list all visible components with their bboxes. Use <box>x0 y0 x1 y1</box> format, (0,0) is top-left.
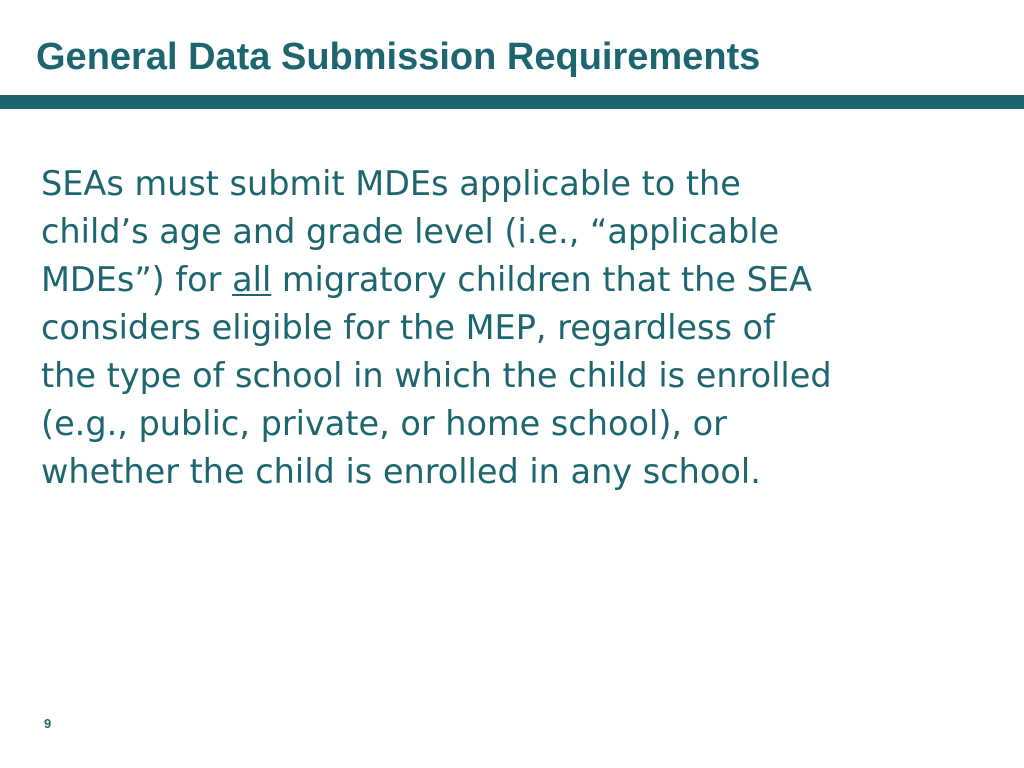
page-number: 9 <box>44 716 52 731</box>
body-line-3-lead: MDEs”) for <box>41 260 233 299</box>
emphasis-all: all <box>232 260 272 299</box>
body-line-6: (e.g., public, private, or home school), or <box>41 404 727 443</box>
body-line-4: considers eligible for the MEP, regardless of <box>41 308 775 347</box>
body-line-3-tail: migratory children that the SEA <box>271 260 813 299</box>
title-divider <box>0 95 1024 109</box>
slide-title: General Data Submission Requirements <box>36 36 761 78</box>
body-line-2: child’s age and grade level (i.e., “applicable <box>41 212 780 251</box>
body-line-7: whether the child is enrolled in any school. <box>41 452 761 491</box>
body-line-5: the type of school in which the child is enrolled <box>41 356 832 395</box>
body-line-3 <box>41 256 1001 304</box>
slide-body <box>41 160 1001 496</box>
body-line-1: SEAs must submit MDEs applicable to the <box>41 164 741 203</box>
